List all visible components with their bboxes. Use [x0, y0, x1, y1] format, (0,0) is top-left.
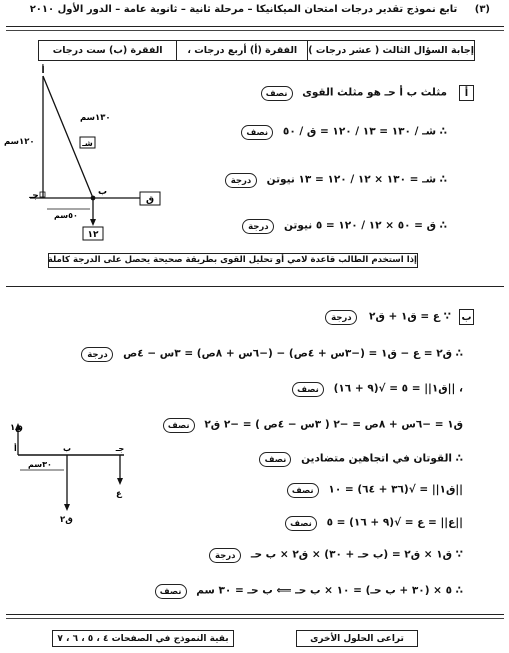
mark-degree-pill: درجة [225, 173, 257, 188]
part-a-line4: ∴ ق = ٥٠ × ١٢ / ١٢٠ = ٥ نيوتن درجة [242, 219, 447, 234]
part-a-note: إذا استخدم الطالب قاعدة لامي أو تحليل القوى بطريقة صحيحة يحصل على الدرجة كاملة [48, 253, 418, 268]
resultant-arrowhead [117, 478, 123, 485]
page-header [20, 4, 490, 15]
mark-degree-pill: درجة [81, 347, 113, 362]
footer-rule [6, 614, 504, 615]
fig-a-label-w: ١٢ [87, 230, 99, 240]
part-a-line3: ∴ شـ = ١٣٠ × ١٢ / ١٢٠ = ١٣ نيوتن درجة [225, 173, 447, 188]
part-b-line8: ∵ ق١ × ق٢ = (ب حـ + ٣٠) × ق٢ × ب حـ درجة [209, 548, 463, 563]
part-b-line6: ||ق١|| = √(٣٦ + ٦٤) = ١٠ نصف [287, 483, 463, 498]
section-rule [6, 286, 504, 287]
fig-b-label-c: جـ [115, 444, 125, 453]
mark-half-pill: نصف [155, 584, 187, 599]
mark-half-pill: نصف [163, 418, 195, 433]
q3-part-b-cell: الفقرة (ب) ست درجات [52, 45, 163, 56]
q3-marks-box [38, 40, 475, 61]
header-rule-thin [6, 30, 504, 31]
force-f2-arrowhead [64, 504, 70, 511]
part-b-line2: ∴ ق٢ = ع − ق١ = (−٣س + ٤ص) − (−٦س + ٨ص) = ٣س − ٤ص درجة [81, 347, 463, 362]
mark-half-pill: نصف [287, 483, 319, 498]
part-b-line5: ∴ القوتان في اتجاهين متضادين نصف [259, 452, 463, 467]
fig-a-label-c: جـ [29, 191, 39, 201]
fig-b-label-b: ب [62, 444, 72, 453]
fig-a-len-120: ١٢٠سم [4, 137, 35, 147]
parallel-forces-figure [0, 418, 140, 530]
mark-half-pill: نصف [241, 125, 273, 140]
point-b-dot [91, 196, 96, 201]
q3-part-a-cell: الفقرة (أ) أربع درجات ، [176, 41, 307, 60]
page-number: (٣) [474, 4, 490, 15]
force-triangle-figure [0, 64, 170, 246]
fig-b-label-a: أ [14, 444, 17, 453]
weight-arrowhead [90, 219, 96, 226]
mark-degree-pill: درجة [242, 219, 274, 234]
fig-b-label-f1: ق١ [10, 423, 23, 433]
footer-rule-thin [6, 618, 504, 619]
fig-a-label-t: شـ [82, 139, 93, 148]
fig-b-len: ٣٠سم [28, 460, 52, 469]
q3-answer-cell: إجابة السؤال الثالث ( عشر درجات ) [307, 41, 474, 60]
part-a-line1: مثلث ب أ حـ هو مثلث القوى نصف [261, 86, 447, 101]
footer-alternatives-box: تراعى الحلول الأخرى [296, 630, 418, 647]
part-b-label: ب [459, 309, 474, 325]
fig-a-label-f: ق [145, 195, 155, 205]
fig-a-len-ab: ١٣٠سم [80, 113, 111, 123]
part-a-line2: ∴ شـ / ١٣٠ = ١٣ / ١٢٠ = ق / ٥٠ نصف [241, 125, 447, 140]
fig-a-label-a: أ [41, 66, 45, 76]
mark-half-pill: نصف [285, 516, 317, 531]
header-rule [6, 26, 504, 27]
mark-half-pill: نصف [261, 86, 293, 101]
part-b-line1: ∵ ع = ق١ + ق٢ درجة [325, 310, 451, 325]
mark-half-pill: نصف [259, 452, 291, 467]
part-b-line7: ||ع|| = ع = √(٩ + ١٦) = ٥ نصف [285, 516, 463, 531]
part-b-line3: ، ||ق١|| = ٥ = √(٩ + ١٦) نصف [292, 382, 463, 397]
part-a-label: أ [459, 85, 474, 101]
part-b-line9: ∴ ٥ × (٣٠ + ب حـ) = ١٠ × ب حـ ⟸ ب حـ = ٣٠ سم نصف [155, 584, 463, 599]
mark-degree-pill: درجة [325, 310, 357, 325]
page-title: تابع نموذج تقدير درجات امتحان الميكانيكا – مرحلة ثانية – ثانوية عامة – الدور الأول ٢٠١٠ [29, 4, 458, 15]
fig-a-len-50: ٥٠سم [54, 211, 78, 220]
fig-b-label-f2: ق٢ [60, 515, 73, 525]
mark-degree-pill: درجة [209, 548, 241, 563]
mark-half-pill: نصف [292, 382, 324, 397]
fig-a-label-b: ب [98, 187, 108, 197]
fig-b-label-r: ع [116, 489, 122, 499]
footer-continued-box: بقية النموذج في الصفحات ٤ ، ٥ ، ٦ ، ٧ [52, 630, 234, 647]
part-b-line4: ق١ = −٦س + ٨ص = −٢ ( ٣س − ٤ص ) = −٢ ق٢ نصف [163, 418, 463, 433]
